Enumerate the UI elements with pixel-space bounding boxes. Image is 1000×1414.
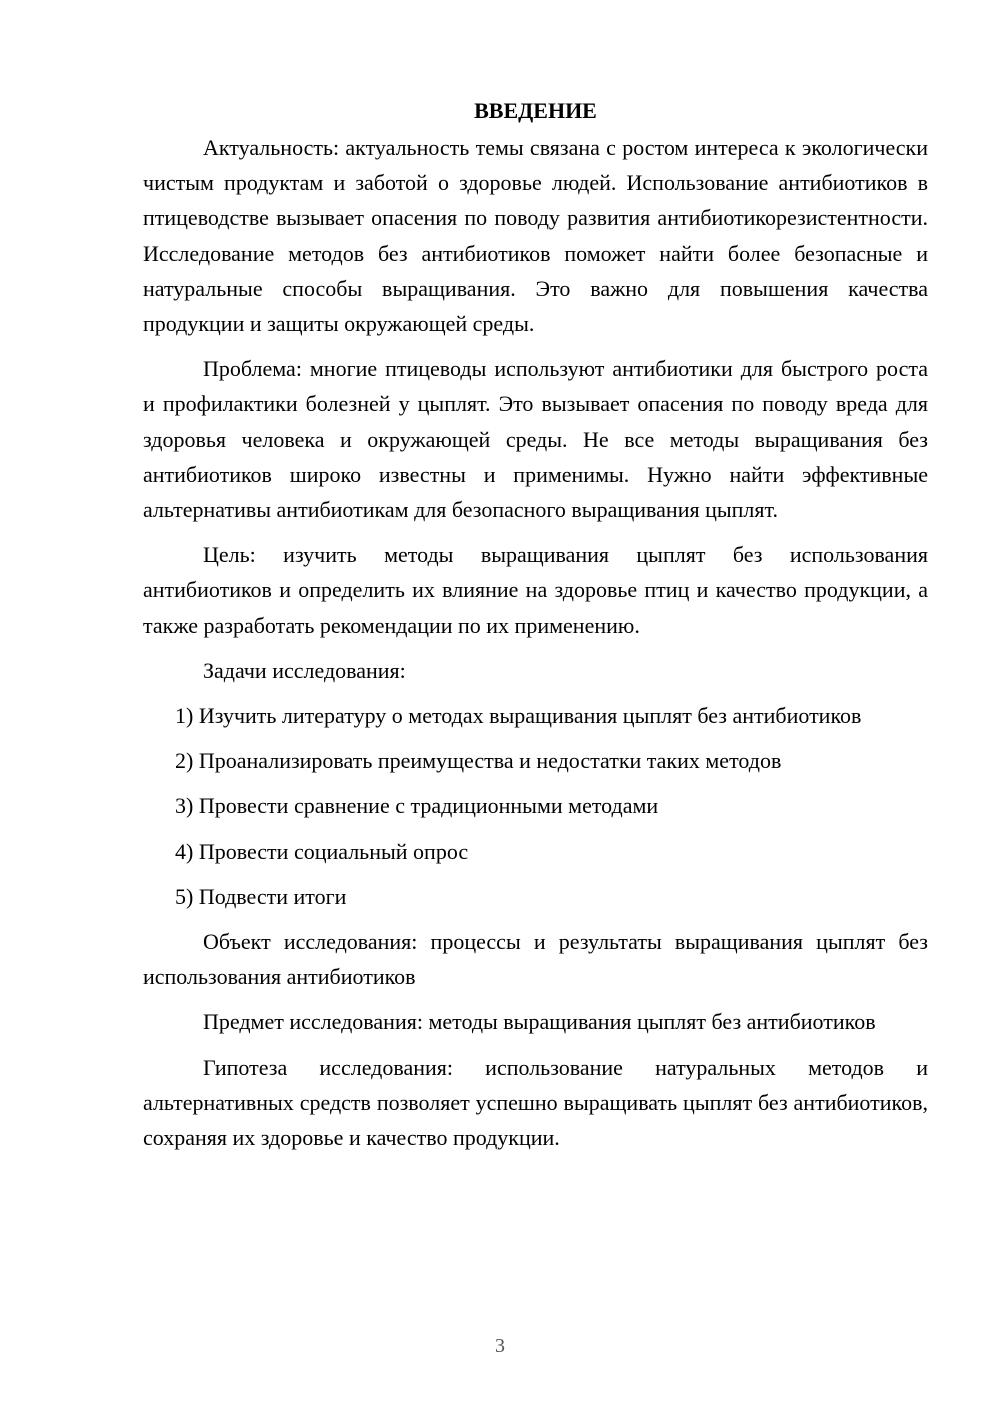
object-paragraph: Объект исследования: процессы и результаты выращивания цыплят без использования антибиотиков (143, 929, 928, 990)
task-item: 4) Провести социальный опрос (175, 838, 469, 864)
tasks-list (143, 698, 928, 914)
task-item: 5) Подвести итоги (175, 883, 347, 909)
task-item: 2) Проанализировать преимущества и недостатки таких методов (175, 748, 782, 774)
document-page (143, 96, 928, 1165)
relevance-paragraph: Актуальность: актуальность темы связана с ростом интереса к экологически чистым продуктам и заботой о здоровье людей. Использование антибиотиков в птицеводстве вызывает опасения по поводу развития антибиотикорезистентности. Исследование методов без антибиотиков поможет найти более безопасные и натуральные способы выращивания. Это важно для повышения качества продукции и защиты окружающей среды. (143, 135, 928, 337)
page-number: 3 (495, 1335, 505, 1357)
hypothesis-paragraph: Гипотеза исследования: использование натуральных методов и альтернативных средств позволяет успешно выращивать цыплят без антибиотиков, сохраняя их здоровье и качество продукции. (143, 1054, 928, 1151)
task-item: 1) Изучить литературу о методах выращивания цыплят без антибиотиков (175, 703, 862, 729)
task-item: 3) Провести сравнение с традиционными методами (175, 793, 659, 819)
problem-paragraph: Проблема: многие птицеводы используют антибиотики для быстрого роста и профилактики болезней у цыплят. Это вызывает опасения по поводу вреда для здоровья человека и окружающей среды. Не все методы выращивания без антибиотиков широко известны и применимы. Нужно найти эффективные альтернативы антибиотикам для безопасного выращивания цыплят. (143, 356, 928, 523)
subject-paragraph: Предмет исследования: методы выращивания цыплят без антибиотиков (203, 1009, 876, 1035)
goal-paragraph: Цель: изучить методы выращивания цыплят без использования антибиотиков и определить их влияние на здоровье птиц и качество продукции, а также разработать рекомендации по их применению. (143, 542, 928, 638)
section-heading: ВВЕДЕНИЕ (474, 98, 597, 123)
tasks-title: Задачи исследования: (203, 657, 406, 683)
